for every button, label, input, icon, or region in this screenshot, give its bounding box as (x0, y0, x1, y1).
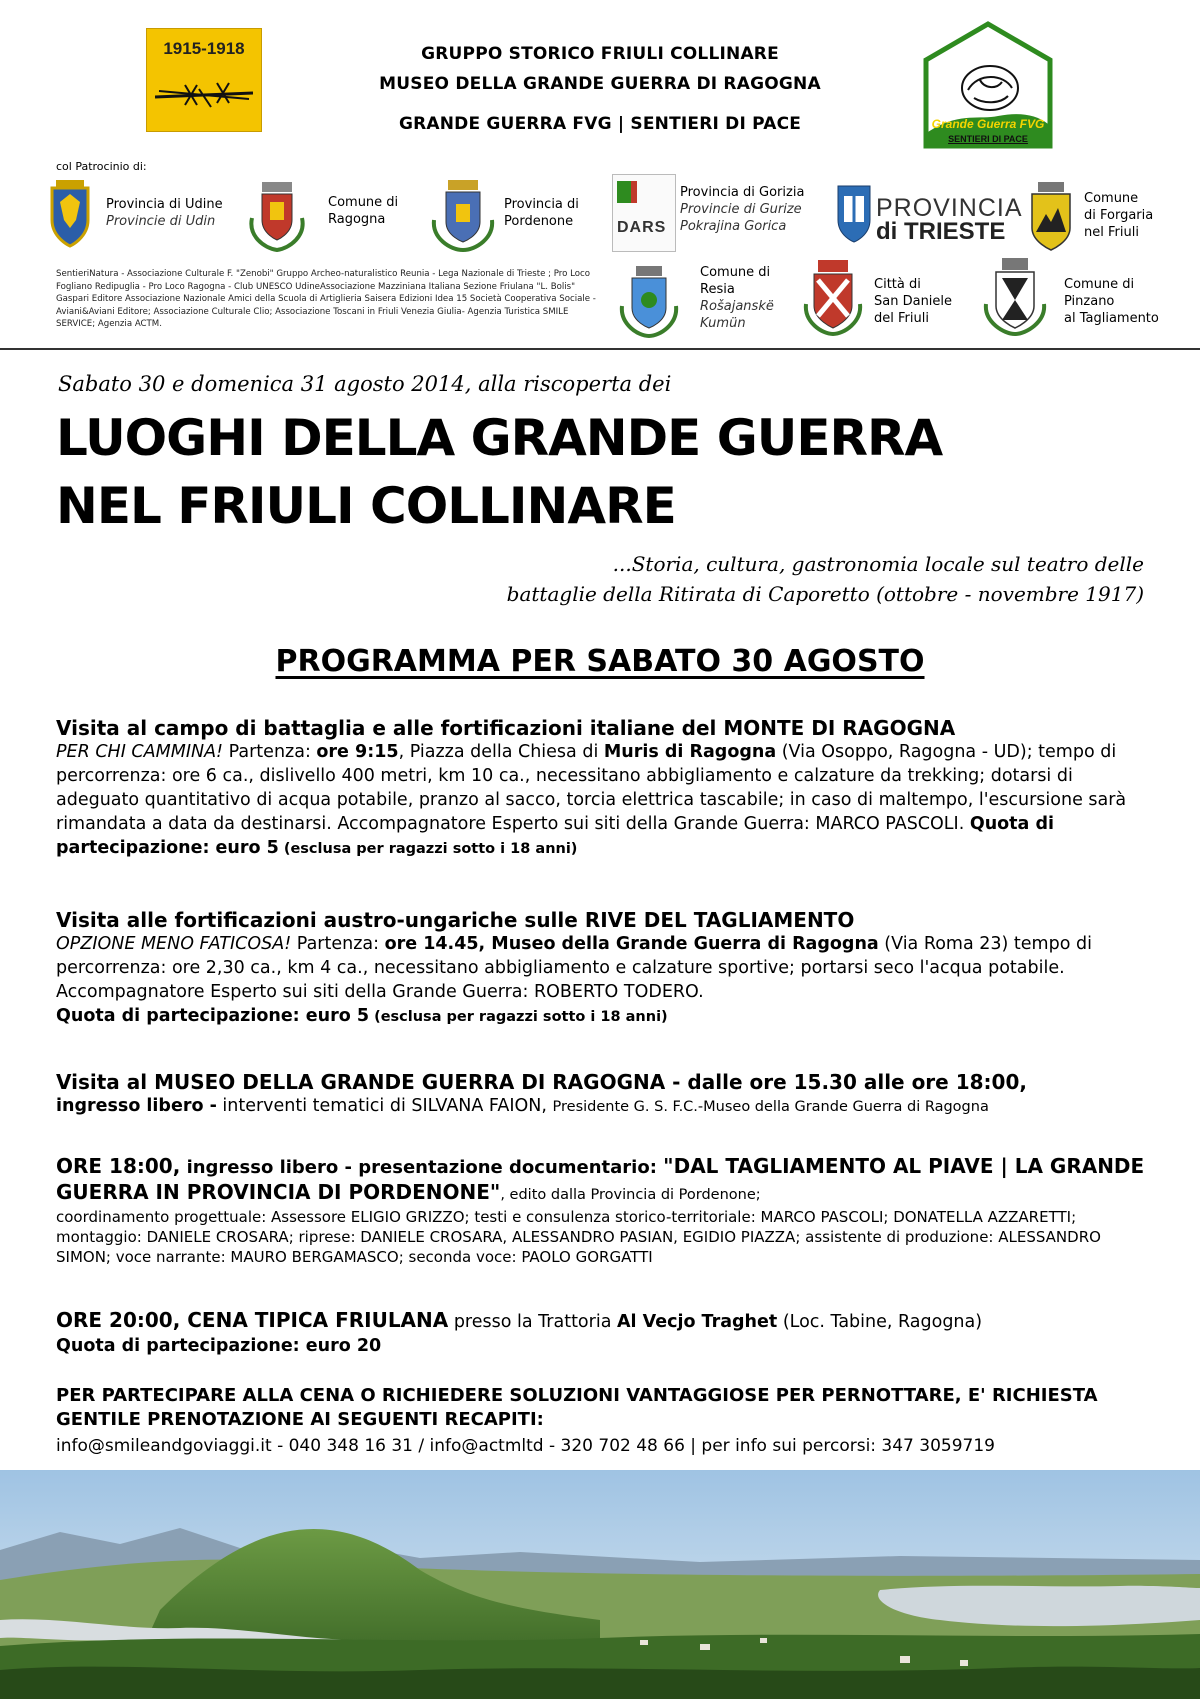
section-2-quota-line (56, 1004, 1146, 1029)
section-1-t2: Partenza: (223, 742, 317, 762)
sponsor-gorizia-line3: Pokrajina Gorica (680, 219, 787, 234)
section-4-heading-a: ORE 18:00, (56, 1154, 181, 1178)
sponsor-gorizia-line1: Provincia di Gorizia (680, 185, 805, 200)
section-1-t5: Muris di Ragogna (603, 742, 777, 762)
sponsor-trieste-line1: PROVINCIA (876, 194, 1023, 222)
logo-1915-1918 (146, 28, 262, 132)
logo-grande-guerra-fvg (918, 20, 1058, 150)
booking-line: PER PARTECIPARE ALLA CENA O RICHIEDERE SOLUZIONI VANTAGGIOSE PER PERNOTTARE, E' RICHIESTA GENTILE PRENOTAZIONE AI SEGUENTI RECAPITI: (56, 1385, 1098, 1430)
section-1-t6: (Via Osoppo, Ragogna - UD); tempo di percorrenza: ore 6 ca., dislivello 400 metri, km 10 ca., necessitano abbigliamento e calzature da trekking; dotarsi di adeguato quantitativo di acqua potabile, pranzo al sacco, torcia elettrica tascabile; in caso di maltempo, l'escursione sarà rimandata a data da destinarsi. Accompagnatore Esperto sui siti della Grande Guerra: MARCO PASCOLI. (56, 742, 1127, 834)
sponsor-pinzano (1064, 276, 1159, 327)
sponsor-pordenone-line1: Provincia di (504, 197, 579, 212)
sponsor-resia-line1: Comune di (700, 265, 771, 280)
sponsor-forgaria (1084, 190, 1153, 241)
gorizia-logo (612, 174, 676, 252)
section-1-t3: ore 9:15 (316, 742, 399, 762)
sponsor-ragogna-line1: Comune di (328, 195, 399, 210)
sponsor-udine-line1: Provincia di Udine (106, 197, 223, 212)
section-2-t2: Partenza: (291, 934, 385, 954)
section-museo (56, 1070, 1146, 1119)
dars-label: DARS (617, 219, 667, 236)
sponsor-udine (106, 196, 223, 230)
section-2-t3: ore 14.45, Museo della Grande Guerra di Ragogna (384, 934, 879, 954)
section-5-heading-c: Al Vecjo Traghet (616, 1312, 778, 1332)
landscape-photo (0, 1470, 1200, 1699)
barbed-wire-icon (155, 71, 253, 121)
section-4-heading-d: , edito dalla Provincia di Pordenone; (500, 1187, 761, 1203)
section-5-heading-d: (Loc. Tabine, Ragogna) (777, 1312, 983, 1332)
header-divider (0, 348, 1200, 350)
section-5-quota: Quota di partecipazione: euro 20 (56, 1336, 382, 1356)
logo-right-line2: SENTIERI DI PACE (948, 134, 1028, 144)
section-3-body (56, 1094, 1146, 1119)
section-monte-ragogna (56, 716, 1146, 861)
subtitle-line2: battaglie della Ritirata di Caporetto (ottobre - novembre 1917) (506, 582, 1144, 606)
section-2-quota-note: (esclusa per ragazzi sotto i 18 anni) (369, 1009, 668, 1025)
trieste-crest-icon (836, 182, 872, 244)
org-line-3: GRANDE GUERRA FVG | SENTIERI DI PACE (398, 114, 802, 134)
sponsor-ragogna (328, 194, 398, 228)
section-5-heading-a: ORE 20:00, CENA TIPICA FRIULANA (56, 1308, 449, 1332)
org-line-2: MUSEO DELLA GRANDE GUERRA DI RAGOGNA (379, 74, 821, 94)
section-3-heading (56, 1070, 1146, 1094)
sponsor-pinzano-line3: al Tagliamento (1064, 311, 1159, 326)
sponsor-forgaria-line1: Comune (1084, 191, 1139, 206)
sponsor-resia-line2: Resia (700, 282, 735, 297)
udine-crest-icon (46, 180, 94, 250)
section-booking (56, 1384, 1146, 1460)
section-3-t2: interventi tematici di SILVANA FAION, (216, 1096, 553, 1116)
section-1-t4: , Piazza della Chiesa di (398, 742, 604, 762)
section-1-body (56, 740, 1146, 861)
section-3-t1: ingresso libero - (56, 1096, 217, 1116)
section-2-heading (56, 908, 1146, 932)
logo-right-line1: Grande Guerra FVG (931, 117, 1045, 131)
sponsor-forgaria-line3: nel Friuli (1084, 225, 1139, 240)
sponsor-pordenone-line2: Pordenone (504, 214, 574, 229)
sponsor-gorizia (680, 184, 804, 235)
subtitle-line1: ...Storia, cultura, gastronomia locale sul teatro delle (612, 552, 1144, 576)
sponsor-resia-line3: Rošajanskë (700, 299, 774, 314)
ragogna-crest-icon (244, 178, 310, 252)
sponsor-pinzano-line2: Pinzano (1064, 294, 1115, 309)
section-2-heading-a: Visita alle fortificazioni austro-ungariche sulle (56, 908, 585, 932)
sponsor-san-daniele (874, 276, 952, 327)
section-2-heading-b: RIVE DEL TAGLIAMENTO (584, 908, 855, 932)
section-cena (56, 1308, 1146, 1358)
sponsor-pinzano-line1: Comune di (1064, 277, 1135, 292)
sponsor-resia-line4: Kumün (700, 316, 746, 331)
logo-years: 1915-1918 (163, 39, 245, 58)
section-1-quota: Quota di partecipazione: euro 5 (56, 814, 1054, 858)
sponsor-ragogna-line2: Ragogna (328, 212, 386, 227)
resia-crest-icon (616, 262, 682, 338)
section-1-t1: PER CHI CAMMINA! (56, 742, 224, 762)
section-5-heading-b: presso la Trattoria (448, 1312, 617, 1332)
pinzano-crest-icon (980, 256, 1050, 338)
sponsor-trieste-line2: di TRIESTE (876, 218, 1006, 245)
pordenone-crest-icon (428, 178, 498, 252)
sponsor-gorizia-line2: Provincie di Gurize (680, 202, 802, 217)
section-2-t1: OPZIONE MENO FATICOSA! (56, 934, 292, 954)
sponsor-forgaria-line2: di Forgaria (1084, 208, 1154, 223)
section-2-quota: Quota di partecipazione: euro 5 (56, 1006, 370, 1026)
section-4-heading (56, 1154, 1146, 1207)
section-5-heading (56, 1308, 1146, 1334)
gorizia-flag-icon (617, 181, 631, 203)
section-1-heading (56, 716, 1146, 740)
main-title-line2: NEL FRIULI COLLINARE (56, 477, 676, 535)
section-4-heading-c: "DAL TAGLIAMENTO AL PIAVE | LA GRANDE GUERRA IN PROVINCIA DI PORDENONE" (56, 1154, 1145, 1204)
section-4-credits: coordinamento progettuale: Assessore ELIGIO GRIZZO; testi e consulenza storico-territoriale: MARCO PASCOLI; DONATELLA AZZARETTI; montaggio: DANIELE CROSARA; riprese: DANIELE CROSARA, ALESSANDRO PASIAN, EGIDIO PIAZZA; assistente di produzione: ALESSANDRO SIMON; voce narrante: MAURO BERGAMASCO; seconda voce: PAOLO GORGATTI (56, 1208, 1101, 1266)
sponsor-udine-line2: Provincie di Udin (106, 214, 216, 229)
sponsor-resia (700, 264, 774, 332)
section-1-heading-b: MONTE DI RAGOGNA (723, 716, 956, 740)
sponsor-san-daniele-line3: del Friuli (874, 311, 929, 326)
main-title-line1: LUOGHI DELLA GRANDE GUERRA (56, 409, 943, 467)
section-rive-tagliamento (56, 908, 1146, 1029)
section-documentario (56, 1154, 1146, 1267)
sponsor-san-daniele-line2: San Daniele (874, 294, 953, 309)
org-line-1: GRUPPO STORICO FRIULI COLLINARE (421, 44, 779, 64)
section-1-quota-note: (esclusa per ragazzi sotto i 18 anni) (278, 841, 578, 857)
sponsor-pordenone (504, 196, 579, 230)
section-3-heading-b: - dalle ore 15.30 alle ore 18:00, (665, 1070, 1027, 1094)
section-2-body (56, 932, 1146, 1004)
booking-contacts: info@smileandgoviaggi.it - 040 348 16 31 / info@actmltd - 320 702 48 66 | per info sui percorsi: 347 3059719 (56, 1436, 995, 1456)
section-2-t4: (Via Roma 23) tempo di percorrenza: ore 2,30 ca., km 4 ca., necessitano abbigliamento e calzature sportive; portarsi seco l'acqua potabile. Accompagnatore Esperto sui siti della Grande Guerra: ROBERTO TODERO. (56, 934, 1092, 1002)
patrocinio-label: col Patrocinio di: (56, 160, 147, 173)
programma-title: PROGRAMMA PER SABATO 30 AGOSTO (275, 644, 925, 679)
section-1-heading-a: Visita al campo di battaglia e alle fortificazioni italiane del (56, 716, 724, 740)
section-4-heading-b: ingresso libero - presentazione documentario: (180, 1157, 664, 1178)
forgaria-crest-icon (1024, 180, 1078, 252)
section-3-t3: Presidente G. S. F.C.-Museo della Grande Guerra di Ragogna (552, 1099, 989, 1115)
section-3-heading-a: Visita al MUSEO DELLA GRANDE GUERRA DI RAGOGNA (56, 1070, 666, 1094)
associations-list: SentieriNatura - Associazione Culturale F. "Zenobi" Gruppo Archeo-naturalistico Reunia - Lega Nazionale di Trieste ; Pro Loco Fogliano Redipuglia - Pro Loco Ragogna - Club UNESCO UdineAssociazione Mazziniana Italiana Sezione Friulana "L. Bolis" Gaspari Editore Associazione Nazionale Amici della Scuola di Artiglieria Saisera Edizioni Idea 15 Società Cooperativa Sociale - Aviani&Aviani Editore; Associazione Culturale Clio; Associazione Toscani in Friuli Venezia Giulia- Agenzia Turistica SMILE SERVICE; Agenzia ACTM. (56, 269, 596, 329)
sponsor-san-daniele-line1: Città di (874, 277, 921, 292)
san-daniele-crest-icon (800, 258, 866, 338)
date-line: Sabato 30 e domenica 31 agosto 2014, alla riscoperta dei (58, 372, 672, 396)
gorizia-flag-red-icon (631, 181, 637, 203)
